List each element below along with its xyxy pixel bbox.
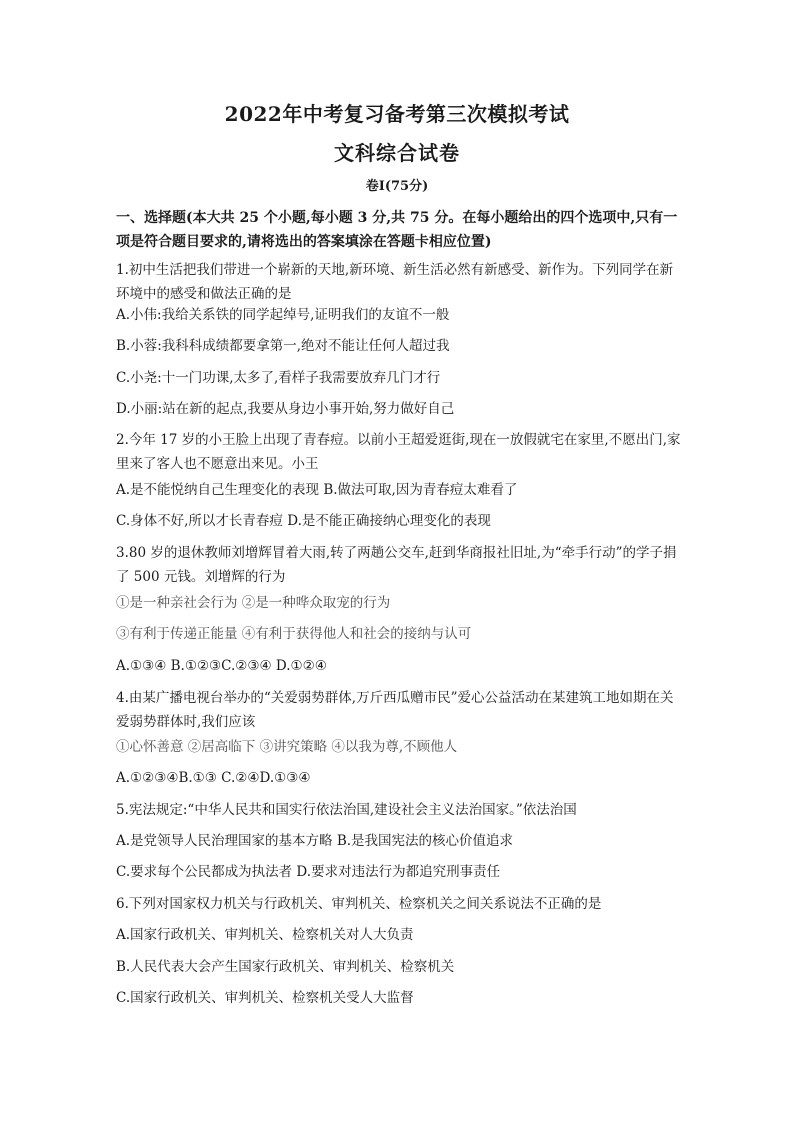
question-3-stem: 3.80 岁的退休教师刘增辉冒着大雨,转了两趟公交车,赶到华商报社旧址,为“牵手行动”的学子捐了 500 元钱。刘增辉的行为 bbox=[116, 545, 677, 585]
question-1-option-b: B.小蓉:我科科成绩都要拿第一,绝对不能让任何人超过我 bbox=[116, 338, 450, 354]
question-1-option-d: D.小丽:站在新的起点,我要从身边小事开始,努力做好自己 bbox=[116, 401, 455, 417]
question-5-options-ab: A.是党领导人民治理国家的基本方略 B.是我国宪法的核心价值追求 bbox=[116, 833, 514, 849]
question-5-stem: 5.宪法规定:“中华人民共和国实行依法治国,建设社会主义法治国家。”依法治国 bbox=[116, 802, 577, 818]
question-1-option-a: A.小伟:我给关系铁的同学起绰号,证明我们的友谊不一般 bbox=[116, 307, 450, 323]
question-3-options: A.①③④ B.①②③C.②③④ D.①②④ bbox=[116, 658, 327, 674]
question-4-statements: ①心怀善意 ②居高临下 ③讲究策略 ④以我为尊,不顾他人 bbox=[116, 739, 458, 755]
question-2-options-ab: A.是不能悦纳自己生理变化的表现 B.做法可取,因为青春痘太难看了 bbox=[116, 482, 518, 498]
exam-subtitle: 文科综合试卷 bbox=[334, 141, 460, 165]
section-heading: 一、选择题(本大共 25 个小题,每小题 3 分,共 75 分。在每小题给出的四个选项中,只有一 项是符合题目要求的,请将选出的答案填涂在答题卡相应位置) bbox=[116, 210, 678, 250]
question-1-option-c: C.小尧:十一门功课,太多了,看样子我需要放弃几门才行 bbox=[116, 370, 441, 386]
question-6-option-a: A.国家行政机关、审判机关、检察机关对人大负责 bbox=[116, 927, 414, 943]
question-2-stem: 2.今年 17 岁的小王脸上出现了青春痘。以前小王超爱逛街,现在一放假就宅在家里,不愿出门,家里来了客人也不愿意出来见。小王 bbox=[116, 432, 681, 472]
exam-title: 2022年中考复习备考第三次模拟考试 bbox=[224, 102, 570, 126]
question-6-stem: 6.下列对国家权力机关与行政机关、审判机关、检察机关之间关系说法不正确的是 bbox=[116, 896, 602, 912]
question-4-stem: 4.由某广播电视台举办的“关爱弱势群体,万斤西瓜赠市民”爱心公益活动在某建筑工地如期在关爱弱势群体时,我们应该 bbox=[116, 690, 674, 730]
question-6-option-b: B.人民代表大会产生国家行政机关、审判机关、检察机关 bbox=[116, 959, 455, 975]
question-4-options: A.①②③④B.①③ C.②④D.①③④ bbox=[116, 770, 311, 786]
question-2-options-cd: C.身体不好,所以才长青春痘 D.是不能正确接纳心理变化的表现 bbox=[116, 513, 491, 529]
question-5-options-cd: C.要求每个公民都成为执法者 D.要求对违法行为都追究刑事责任 bbox=[116, 864, 501, 880]
question-6-option-c: C.国家行政机关、审判机关、检察机关受人大监督 bbox=[116, 990, 414, 1006]
question-3-statements-34: ③有利于传递正能量 ④有利于获得他人和社会的接纳与认可 bbox=[116, 626, 472, 642]
exam-part-label: 卷Ⅰ(75分) bbox=[365, 179, 429, 194]
question-1-stem: 1.初中生活把我们带进一个崭新的天地,新环境、新生活必然有新感受、新作为。下列同学在新环境中的感受和做法正确的是 bbox=[116, 262, 674, 302]
question-3-statements-12: ①是一种亲社会行为 ②是一种哗众取宠的行为 bbox=[116, 595, 391, 611]
